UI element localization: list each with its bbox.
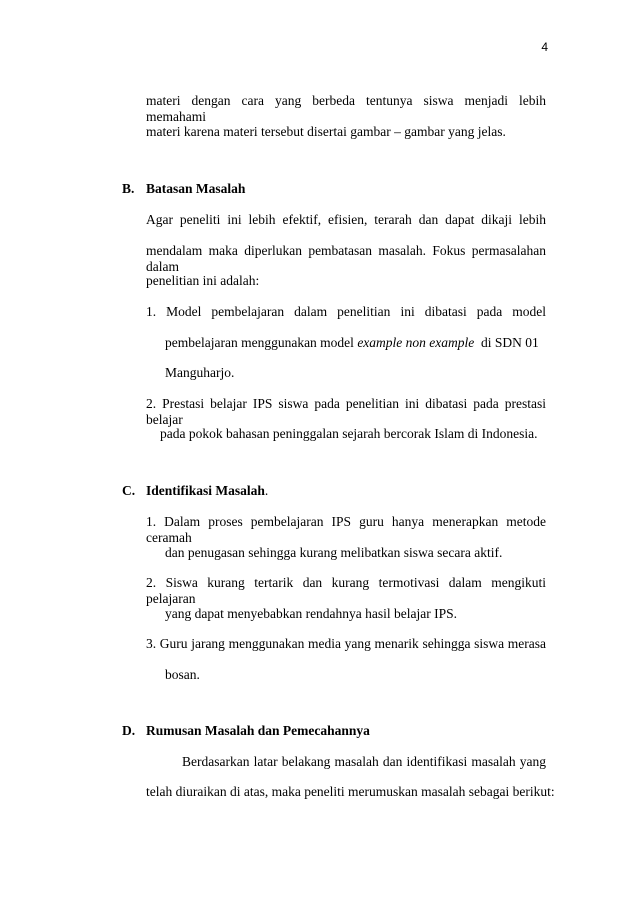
section-b-item-2-line-2: pada pokok bahasan peninggalan sejarah bercorak Islam di Indonesia. <box>160 426 538 441</box>
section-b-para-line-2: mendalam maka diperlukan pembatasan masalah. Fokus permasalahan dalam <box>146 243 546 274</box>
section-c-item-2-line-1: 2. Siswa kurang tertarik dan kurang termotivasi dalam mengikuti pelajaran <box>146 575 546 606</box>
section-c-title: Identifikasi Masalah <box>146 483 265 498</box>
item-1-text-b: di SDN 01 <box>474 335 539 350</box>
page-number: 4 <box>541 40 548 54</box>
section-b-item-2-line-1: 2. Prestasi belajar IPS siswa pada penelitian ini dibatasi pada prestasi belajar <box>146 396 546 427</box>
section-c-heading <box>122 483 268 499</box>
section-c-item-1-line-2: dan penugasan sehingga kurang melibatkan siswa secara aktif. <box>165 545 503 560</box>
section-d-title: Rumusan Masalah dan Pemecahannya <box>146 723 370 738</box>
item-1-text-a: pembelajaran menggunakan model <box>165 335 358 350</box>
intro-line-2: materi karena materi tersebut disertai gambar – gambar yang jelas. <box>146 124 506 139</box>
section-c-letter: C. <box>122 483 136 498</box>
section-c-item-3-line-2: bosan. <box>165 667 200 682</box>
section-c-title-suffix: . <box>264 483 269 498</box>
section-b-para-line-1: Agar peneliti ini lebih efektif, efisien, terarah dan dapat dikaji lebih <box>146 212 546 227</box>
section-b-para-line-3: penelitian ini adalah: <box>146 273 260 288</box>
section-c-item-1-line-1: 1. Dalam proses pembelajaran IPS guru hanya menerapkan metode ceramah <box>146 514 546 545</box>
section-b-item-1-line-3: Manguharjo. <box>165 365 235 380</box>
section-d-para-line-2: telah diuraikan di atas, maka peneliti merumuskan masalah sebagai berikut: <box>146 784 555 799</box>
section-b-item-1-line-1: 1. Model pembelajaran dalam penelitian ini dibatasi pada model <box>146 304 546 319</box>
section-c-item-2-line-2: yang dapat menyebabkan rendahnya hasil belajar IPS. <box>165 606 458 621</box>
section-b-item-1-line-2 <box>165 335 539 351</box>
section-b-title: Batasan Masalah <box>146 181 246 196</box>
intro-line-1: materi dengan cara yang berbeda tentunya siswa menjadi lebih memahami <box>146 93 546 124</box>
section-d-letter: D. <box>122 723 136 738</box>
section-b-heading <box>122 181 245 197</box>
section-d-heading <box>122 723 370 739</box>
section-b-letter: B. <box>122 181 135 196</box>
section-c-item-3-line-1: 3. Guru jarang menggunakan media yang menarik sehingga siswa merasa <box>146 636 546 651</box>
item-1-italic-term: example non example <box>357 335 475 350</box>
section-d-para-line-1: Berdasarkan latar belakang masalah dan identifikasi masalah yang <box>182 754 546 769</box>
